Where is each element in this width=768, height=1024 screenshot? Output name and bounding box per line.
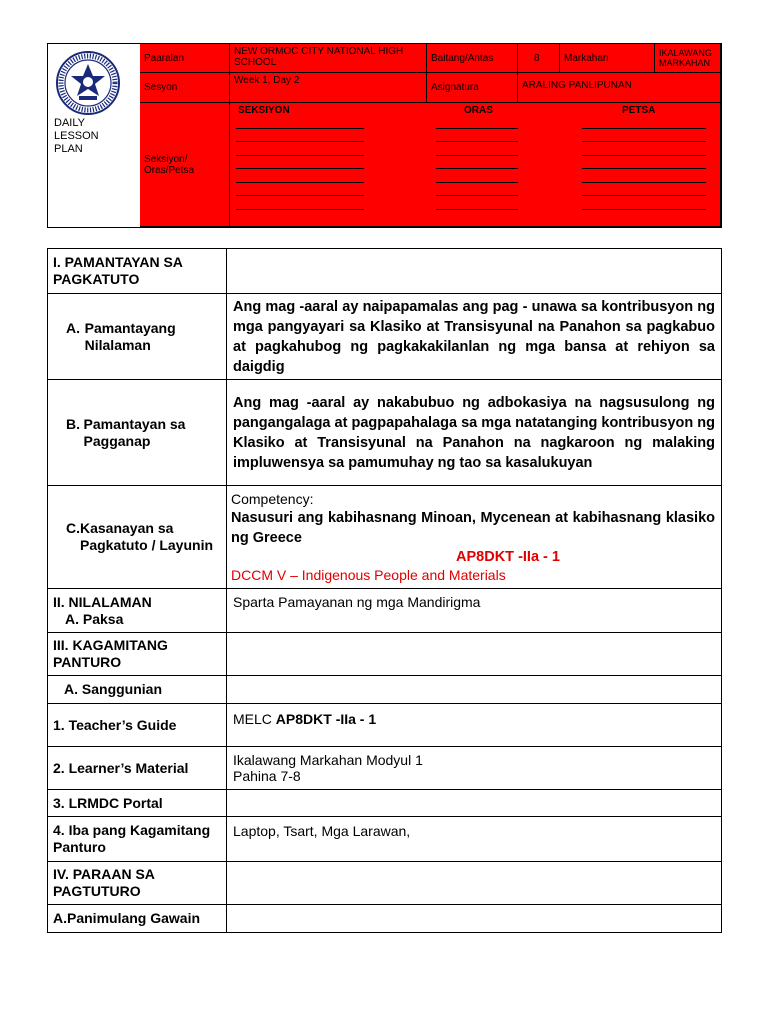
table-row bbox=[48, 704, 722, 747]
learners-material-value-cell bbox=[227, 747, 722, 790]
competency-value: Nasusuri ang kabihasnang Minoan, Mycenean at kabihasnang klasiko ng Greece bbox=[231, 510, 715, 546]
seksiyon-line bbox=[236, 195, 364, 196]
col-petsa-header: PETSA bbox=[622, 105, 656, 116]
learners-material-label: 2. Learner’s Material bbox=[48, 747, 227, 790]
competency-code: AP8DKT -IIa - 1 bbox=[456, 549, 560, 565]
asignatura-value: ARALING PANLIPUNAN bbox=[522, 80, 632, 91]
asignatura-label: Asignatura bbox=[431, 82, 479, 93]
pamantayan-sa-pagganap-value: Ang mag -aaral ay nakabubuo ng adbokasiya na nagsusulong ng pangangalaga at pagpapahalaga sa mga natatanging kontribusyon ng Klasiko at Transisyunal na Panahon na nagkaroon ng malaking impluwensya sa pamumuhay ng tao sa kasalukuyan bbox=[227, 380, 722, 486]
iba-pang-kagamitan-label: 4. Iba pang Kagamitang Panturo bbox=[48, 817, 227, 862]
oras-line bbox=[436, 182, 518, 183]
pamantayan-sa-pagganap-label: Pamantayan sa Pagganap bbox=[83, 415, 186, 449]
petsa-line bbox=[582, 128, 706, 129]
paaralan-value-cell bbox=[230, 44, 427, 73]
letter-c: C. bbox=[66, 520, 80, 536]
sanggunian-value bbox=[227, 676, 722, 704]
pamantayan-value bbox=[227, 249, 722, 294]
nilalaman-label-cell bbox=[48, 589, 227, 633]
petsa-line bbox=[582, 168, 706, 169]
seksiyon-row-label: Seksiyon/ Oras/Petsa bbox=[144, 153, 195, 176]
competency-label: Competency: bbox=[231, 491, 314, 507]
table-row bbox=[48, 633, 722, 676]
kasanayan-label-cell bbox=[48, 486, 227, 589]
kagamitan-title: III. KAGAMITANG PANTURO bbox=[48, 633, 227, 676]
baitang-value-cell bbox=[518, 44, 560, 73]
pamantayang-nilalaman-label: Pamantayang Nilalaman bbox=[84, 319, 176, 353]
pamantayan-sa-pagganap-label-cell bbox=[48, 380, 227, 486]
markahan-label-cell bbox=[560, 44, 655, 73]
iba-pang-kagamitan-value: Laptop, Tsart, Mga Larawan, bbox=[227, 817, 722, 862]
lrmdc-portal-label: 3. LRMDC Portal bbox=[48, 790, 227, 817]
paaralan-label-cell bbox=[140, 44, 230, 73]
paksa-label: A. Paksa bbox=[65, 610, 124, 627]
col-seksiyon-header: SEKSIYON bbox=[238, 105, 290, 116]
seksiyon-line bbox=[236, 168, 364, 169]
learners-material-line2: Pahina 7-8 bbox=[233, 768, 301, 784]
oras-line bbox=[436, 155, 518, 156]
letter-a: A. bbox=[66, 319, 80, 336]
paaralan-value: NEW ORMOC CITY NATIONAL HIGH SCHOOL bbox=[234, 46, 404, 68]
sesyon-label-cell bbox=[140, 73, 230, 103]
table-row bbox=[48, 249, 722, 294]
seksiyon-line bbox=[236, 209, 364, 210]
sesyon-value-cell bbox=[230, 73, 427, 103]
table-row bbox=[48, 817, 722, 862]
seksiyon-line bbox=[236, 128, 364, 129]
petsa-line bbox=[582, 195, 706, 196]
asignatura-label-cell bbox=[427, 73, 518, 103]
header-logo-cell bbox=[48, 44, 141, 227]
seksiyon-line bbox=[236, 155, 364, 156]
table-row bbox=[48, 747, 722, 790]
pamantayang-nilalaman-label-cell bbox=[48, 294, 227, 380]
seksiyon-line bbox=[236, 141, 364, 142]
kasanayan-label: Kasanayan sa Pagkatuto / Layunin bbox=[80, 520, 214, 553]
pamantayang-nilalaman-value: Ang mag -aaral ay naipapamalas ang pag - unawa sa kontribusyon ng mga pangyayari sa Klasiko at Transisyunal na Panahon sa pagkabuo at pagkahubog ng pagkakakilanlan ng mga bansa at rehiyon sa daigdig bbox=[227, 294, 722, 380]
table-row bbox=[48, 294, 722, 380]
lrmdc-portal-value bbox=[227, 790, 722, 817]
petsa-line bbox=[582, 141, 706, 142]
paraan-value bbox=[227, 862, 722, 905]
baitang-value: 8 bbox=[534, 52, 540, 64]
seksiyon-line bbox=[236, 182, 364, 183]
oras-line bbox=[436, 168, 518, 169]
daily-lesson-plan-label: DAILY LESSON PLAN bbox=[54, 117, 99, 155]
petsa-line bbox=[582, 182, 706, 183]
markahan-label: Markahan bbox=[564, 52, 609, 64]
table-row bbox=[48, 486, 722, 589]
baitang-label-cell bbox=[427, 44, 518, 73]
letter-b: B. bbox=[66, 415, 80, 432]
sesyon-value: Week 1, Day 2 bbox=[234, 75, 300, 86]
oras-line bbox=[436, 209, 518, 210]
lesson-plan-header bbox=[47, 43, 722, 228]
dccm-text: DCCM V – Indigenous People and Materials bbox=[231, 567, 506, 583]
oras-line bbox=[436, 141, 518, 142]
table-row bbox=[48, 589, 722, 633]
deped-seal-icon bbox=[55, 50, 121, 116]
panimulang-gawain-label: A.Panimulang Gawain bbox=[48, 905, 227, 933]
learners-material-line1: Ikalawang Markahan Modyul 1 bbox=[233, 752, 423, 768]
pamantayan-title: I. PAMANTAYAN SA PAGKATUTO bbox=[48, 249, 227, 294]
teachers-guide-label: 1. Teacher’s Guide bbox=[48, 704, 227, 747]
sanggunian-label: A. Sanggunian bbox=[48, 676, 227, 704]
baitang-label: Baitang/Antas bbox=[431, 52, 494, 64]
seksiyon-row-label-cell bbox=[140, 103, 230, 227]
petsa-line bbox=[582, 209, 706, 210]
table-row bbox=[48, 676, 722, 704]
col-oras-header: ORAS bbox=[464, 105, 493, 116]
petsa-line bbox=[582, 155, 706, 156]
lesson-plan-table bbox=[47, 248, 722, 933]
sesyon-label: Sesyon bbox=[144, 82, 178, 93]
oras-line bbox=[436, 195, 518, 196]
paksa-value: Sparta Pamayanan ng mga Mandirigma bbox=[227, 589, 722, 633]
kagamitan-value bbox=[227, 633, 722, 676]
teachers-guide-value-cell bbox=[227, 704, 722, 747]
paaralan-label: Paaralan bbox=[144, 52, 185, 64]
teachers-guide-prefix: MELC bbox=[233, 711, 276, 727]
kasanayan-value-cell bbox=[227, 486, 722, 589]
markahan-value-cell bbox=[655, 44, 721, 73]
oras-line bbox=[436, 128, 518, 129]
teachers-guide-code: AP8DKT -IIa - 1 bbox=[275, 711, 377, 727]
markahan-value: IKALAWANG MARKAHAN bbox=[659, 48, 712, 68]
paraan-title: IV. PARAAN SA PAGTUTURO bbox=[48, 862, 227, 905]
table-row bbox=[48, 905, 722, 933]
table-row bbox=[48, 790, 722, 817]
table-row bbox=[48, 862, 722, 905]
nilalaman-title: II. NILALAMAN bbox=[53, 593, 152, 610]
schedule-grid-cell bbox=[230, 103, 721, 227]
table-row bbox=[48, 380, 722, 486]
asignatura-value-cell bbox=[518, 73, 721, 103]
panimulang-gawain-value bbox=[227, 905, 722, 933]
